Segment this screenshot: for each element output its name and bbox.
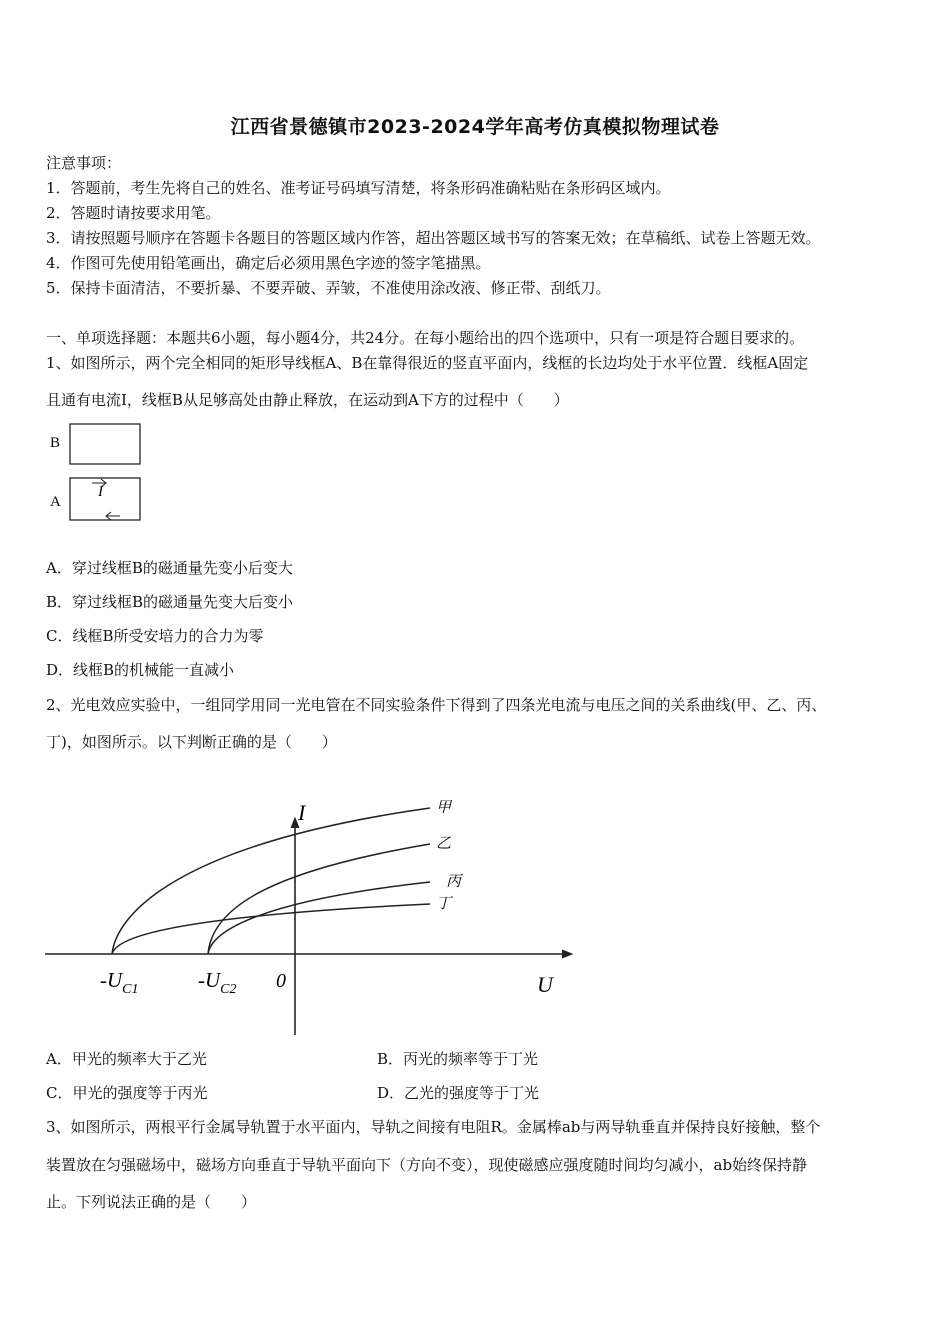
iv-chart	[40, 790, 590, 1040]
notice-heading: 注意事项：	[46, 154, 122, 172]
notice-item: 4．作图可先使用铅笔画出，确定后必须用黑色字迹的签字笔描黑。	[46, 254, 491, 272]
origin-label: 0	[276, 970, 286, 992]
curve-label: 乙	[436, 836, 452, 852]
tick-label-uc2-sub: C2	[220, 982, 237, 997]
q2-option-b: B．丙光的频率等于丁光	[377, 1050, 539, 1068]
curve-series	[112, 808, 430, 954]
notice-item: 2．答题时请按要求用笔。	[46, 204, 221, 222]
question-3-text: 装置放在匀强磁场中，磁场方向垂直于导轨平面向下（方向不变），现使磁感应强度随时间均匀减小，ab始终保持静	[46, 1156, 808, 1174]
question-1-text: 1、如图所示，两个完全相同的矩形导线框A、B在靠得很近的竖直平面内，线框的长边均处于水平位置．线框A固定	[46, 354, 809, 372]
notice-item: 1．答题前，考生先将自己的姓名、准考证号码填写清楚，将条形码准确粘贴在条形码区域内。	[46, 179, 671, 197]
page-title: 江西省景德镇市2023-2024学年高考仿真模拟物理试卷	[230, 116, 720, 138]
y-axis-label: I	[298, 800, 306, 825]
question-2-text: 2、光电效应实验中，一组同学用同一光电管在不同实验条件下得到了四条光电流与电压之间的关系曲线(甲、乙、丙、	[46, 696, 827, 714]
q1-option-a: A．穿过线框B的磁通量先变小后变大	[46, 559, 293, 577]
notice-item: 5．保持卡面清洁，不要折暴、不要弄破、弄皱，不准使用涂改液、修正带、刮纸刀。	[46, 279, 611, 297]
x-axis-label: U	[537, 972, 553, 997]
question-3-text: 止。下列说法正确的是（ ）	[46, 1193, 257, 1211]
tick-label-uc1-sub: C1	[122, 982, 139, 997]
question-1-text: 且通有电流I，线框B从足够高处由静止释放，在运动到A下方的过程中（ ）	[46, 391, 569, 409]
curve-label: 丁	[436, 896, 452, 912]
q1-option-d: D．线框B的机械能一直减小	[46, 661, 235, 679]
frame-a-label: A	[50, 494, 61, 510]
tick-label-uc2	[198, 968, 237, 997]
tick-label-uc1	[100, 968, 139, 997]
section-heading: 一、单项选择题：本题共6小题，每小题4分，共24分。在每小题给出的四个选项中，只有一项是符合题目要求的。	[46, 329, 805, 347]
tick-label-uc2-main: -U	[198, 968, 221, 992]
q1-option-b: B．穿过线框B的磁通量先变大后变小	[46, 593, 294, 611]
q1-figure	[46, 420, 156, 526]
frame-b-rect	[70, 424, 140, 464]
q1-option-c: C．线框B所受安培力的合力为零	[46, 627, 264, 645]
q2-option-d: D．乙光的强度等于丁光	[377, 1084, 540, 1102]
curve-label: 丙	[446, 874, 462, 890]
frame-b-label: B	[50, 435, 61, 451]
current-arrow-bottom	[106, 512, 120, 520]
question-3-text: 3、如图所示，两根平行金属导轨置于水平面内，导轨之间接有电阻R。金属棒ab与两导轨垂直并保持良好接触，整个	[46, 1118, 821, 1136]
x-axis-arrow	[562, 950, 572, 958]
q2-option-c: C．甲光的强度等于丙光	[46, 1084, 208, 1102]
tick-label-uc1-main: -U	[100, 968, 123, 992]
q2-option-a: A．甲光的频率大于乙光	[46, 1050, 207, 1068]
question-2-text: 丁)，如图所示。以下判断正确的是（ ）	[46, 733, 337, 751]
notice-item: 3．请按照题号顺序在答题卡各题目的答题区域内作答，超出答题区域书写的答案无效；在草稿纸、试卷上答题无效。	[46, 229, 821, 247]
current-label: I	[98, 484, 103, 500]
curve-label: 甲	[436, 800, 452, 816]
